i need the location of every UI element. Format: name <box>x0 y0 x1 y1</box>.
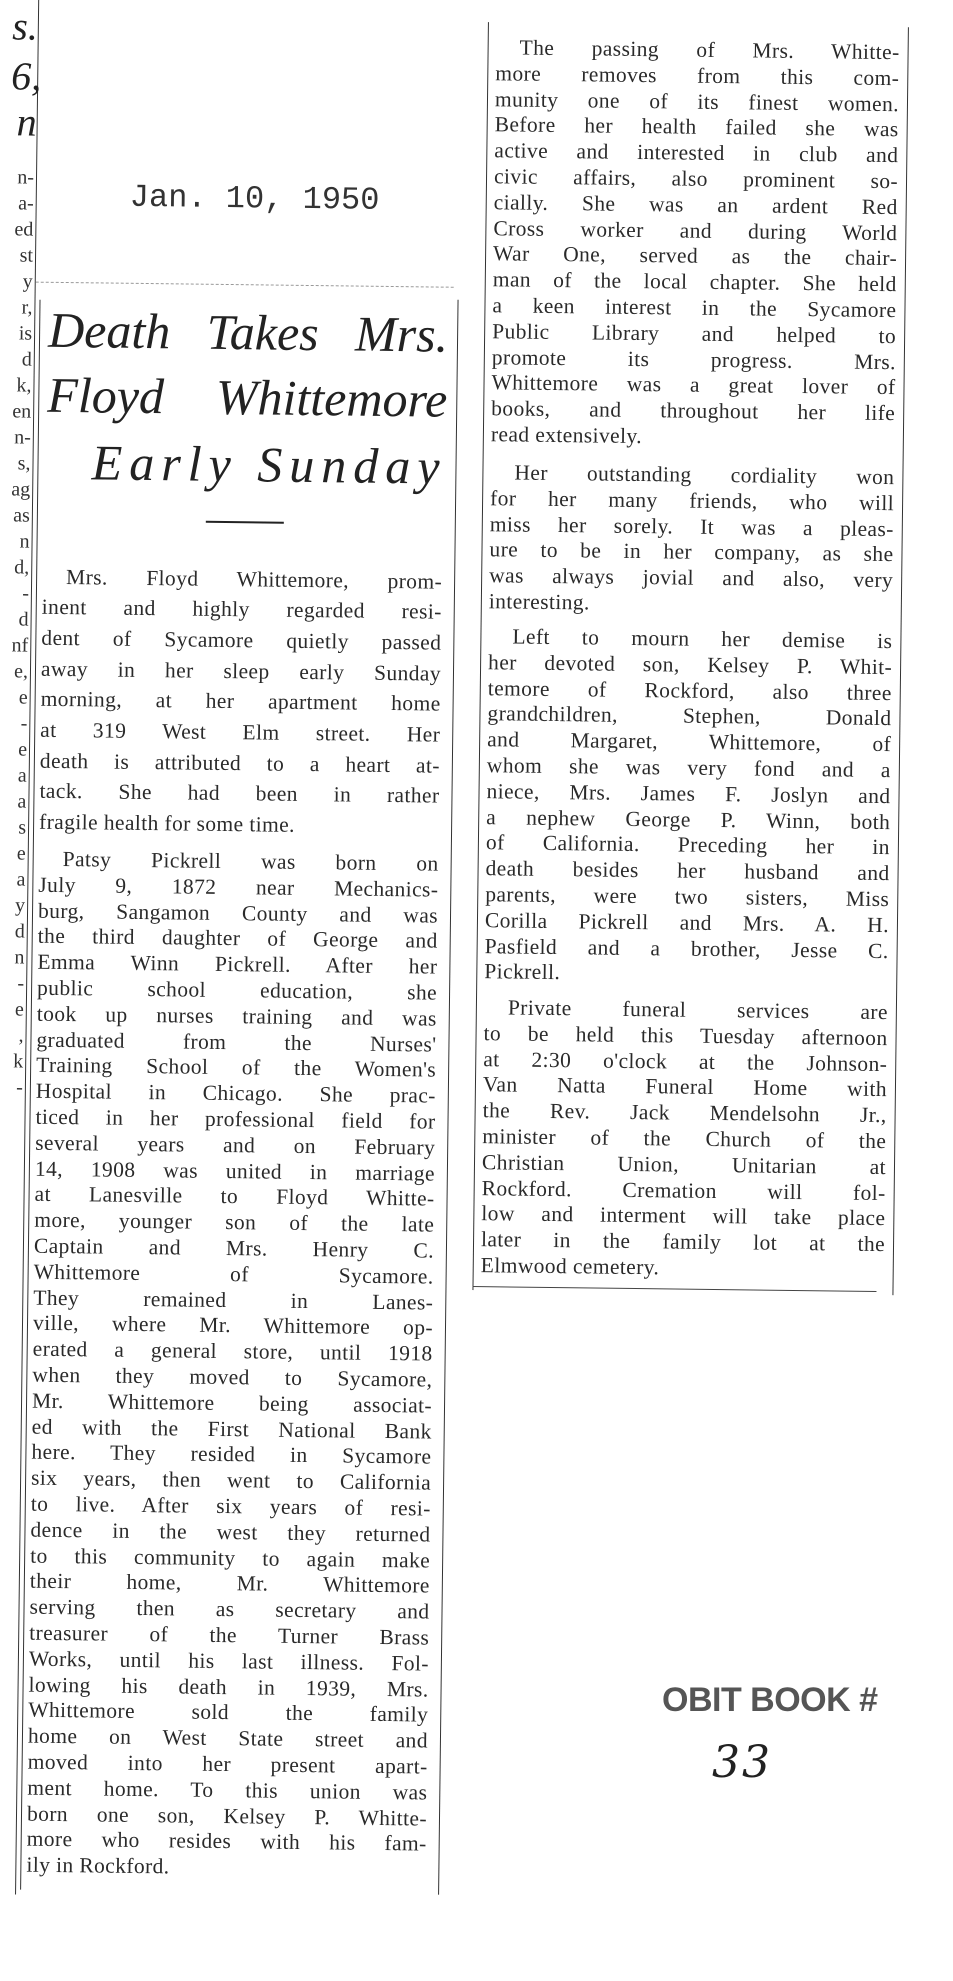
paragraph-line: inent and highly regarded resi- <box>41 595 442 624</box>
paragraph-line: interesting. <box>488 589 590 615</box>
paragraph-line: Whittemore of Sycamore. <box>33 1259 434 1289</box>
paragraph-line: Hospital in Chicago. She prac- <box>35 1078 436 1108</box>
paragraph-line: moved into her present apart- <box>27 1749 428 1779</box>
paragraph-line: ville, where Mr. Whittemore op- <box>32 1311 434 1341</box>
edge-text-fragment: is <box>18 322 33 345</box>
paragraph-line: of California. Preceding her in <box>485 830 891 860</box>
paragraph-line: Pickrell. <box>484 959 561 985</box>
edge-text-fragment: st <box>19 244 34 267</box>
paragraph-line: Training School of the Women's <box>36 1053 437 1083</box>
paragraph-line: Her outstanding cordiality won <box>514 460 895 490</box>
paragraph-line: took up nurses training and was <box>36 1001 437 1031</box>
paragraph-line: dent of Sycamore quietly passed <box>41 625 442 655</box>
edge-text-fragment: r, <box>21 296 33 319</box>
edge-text-fragment: ag <box>11 478 31 501</box>
edge-text-fragment: d, <box>14 556 30 579</box>
obit-book-stamp: OBIT BOOK # <box>662 1681 878 1719</box>
edge-text-fragment: s, <box>17 452 31 475</box>
paragraph-line: Public Library and helped to <box>492 319 897 349</box>
clipping-date: Jan. 10, 1950 <box>129 178 380 219</box>
paragraph-line: serving then as secretary and <box>29 1594 430 1624</box>
paragraph-line: July 9, 1872 near Mechanics- <box>38 872 439 902</box>
edge-text-fragment: y <box>14 894 26 917</box>
paragraph-line: public school education, she <box>36 975 438 1005</box>
paragraph-line: more who resides with his fam- <box>26 1827 427 1856</box>
edge-text-fragment: as <box>13 504 31 527</box>
paragraph-line: the third daughter of George and <box>37 924 438 954</box>
paragraph-line: 14, 1908 was united in marriage <box>34 1156 436 1186</box>
paragraph-line: here. They resided in Sycamore <box>31 1440 432 1469</box>
paragraph-line: for her many friends, who will <box>489 486 895 516</box>
paragraph-line: away in her sleep early Sunday <box>40 656 442 686</box>
paragraph-line: read extensively. <box>490 422 643 449</box>
paragraph-line: Mrs. Floyd Whittemore, prom- <box>65 564 443 594</box>
edge-text-fragment: ed <box>14 218 34 241</box>
paragraph-line: a nephew George P. Winn, both <box>486 804 891 834</box>
paragraph-line: Captain and Mrs. Henry C. <box>33 1233 435 1263</box>
paragraph-line: parents, were two sisters, Miss <box>485 882 890 912</box>
edge-text-fragment: - <box>17 972 25 995</box>
edge-text-fragment: - <box>22 582 30 605</box>
paragraph-line: whom she was very fond and a <box>486 753 891 783</box>
article-paragraph <box>39 561 442 842</box>
paragraph-line: Whittemore was a great lover of <box>491 370 896 400</box>
headline-line-2: Floyd Whittemore <box>47 366 448 428</box>
edge-text-fragment: d <box>21 348 32 371</box>
right-column-bottom-rule <box>472 1286 876 1292</box>
edge-text-fragment: s <box>18 816 27 839</box>
paragraph-line: to live. After six years of resi- <box>30 1491 431 1521</box>
paragraph-line: more, younger son of the late <box>34 1207 435 1237</box>
edge-text-fragment: a <box>16 868 26 891</box>
paragraph-line: Whittemore sold the family <box>28 1698 429 1727</box>
article-paragraph <box>489 460 895 620</box>
headline-line-1: Death Takes Mrs. <box>47 301 449 363</box>
paragraph-line: lowing his death in 1939, Mrs. <box>28 1672 429 1702</box>
edge-text-fragment: en <box>12 400 32 423</box>
paragraph-line: dence in the west they returned <box>30 1517 431 1547</box>
obit-book-number-handwritten: 33 <box>712 1737 772 1788</box>
paragraph-line: fragile health for some time. <box>38 809 296 837</box>
paragraph-line: morning, at her apartment home <box>40 687 441 717</box>
paragraph-line: treasurer of the Turner Brass <box>29 1620 430 1650</box>
paragraph-line: active and interested in club and <box>494 138 899 168</box>
paragraph-line: her devoted son, Kelsey P. Whit- <box>487 650 893 680</box>
paragraph-line: ily in Rockford. <box>26 1852 170 1879</box>
article-paragraph <box>484 624 892 990</box>
paragraph-line: a keen interest in the Sycamore <box>492 293 897 323</box>
paragraph-line: grandchildren, Stephen, Donald <box>487 701 892 731</box>
paragraph-line: Pasfield and a brother, Jesse C. <box>484 933 889 963</box>
paragraph-line: Christian Union, Unitarian at <box>481 1150 887 1179</box>
edge-text-fragment: y <box>22 270 33 293</box>
paragraph-line: Mr. Whittemore being associat- <box>31 1388 433 1418</box>
paragraph-line: War One, served as the chair- <box>492 241 898 271</box>
edge-text-fragment: a <box>17 764 27 787</box>
paragraph-line: to this community to again make <box>30 1543 431 1573</box>
paragraph-line: miss her sorely. It was a pleas- <box>489 511 894 541</box>
paragraph-line: at 319 West Elm street. Her <box>40 717 441 747</box>
paragraph-line: when they moved to Sycamore, <box>32 1362 433 1392</box>
edge-text-fragment: d <box>14 920 25 943</box>
paragraph-line: death besides her husband and <box>485 856 890 886</box>
paragraph-line: Cross worker and during World <box>493 215 898 245</box>
edge-text-fragment: - <box>16 1076 24 1099</box>
article-box-right-border <box>438 300 458 1895</box>
paragraph-line: ticed in her professional field for <box>35 1104 436 1134</box>
headline-divider <box>206 521 284 524</box>
paragraph-line: Left to mourn her demise is <box>512 624 893 654</box>
paragraph-line: promote its progress. Mrs. <box>491 344 896 374</box>
edge-text-fragment: a <box>17 790 27 813</box>
paragraph-line: Before her health failed she was <box>494 112 899 142</box>
paragraph-line: graduated from the Nurses' <box>36 1027 437 1057</box>
paragraph-line: munity one of its finest women. <box>494 86 900 116</box>
paragraph-line: Patsy Pickrell was born on <box>62 847 439 876</box>
edge-text-fragment: a- <box>18 192 34 215</box>
edge-text-fragment: e <box>18 686 28 709</box>
edge-text-fragment: k, <box>16 374 32 397</box>
edge-text-fragment: n- <box>14 426 31 449</box>
paragraph-line: was always jovial and also, very <box>489 563 894 593</box>
paragraph-line: home on West State street and <box>27 1723 429 1753</box>
edge-headline-fragment: n <box>16 99 37 145</box>
paragraph-line: several years and on February <box>35 1130 436 1160</box>
paragraph-line: to be held this Tuesday afternoon <box>483 1021 888 1050</box>
paragraph-line: low and interment will take place <box>481 1201 886 1231</box>
edge-headline-fragment: s. <box>12 3 39 49</box>
paragraph-line: erated a general store, until 1918 <box>32 1336 433 1366</box>
edge-text-fragment: e <box>16 842 26 865</box>
paragraph-line: Van Natta Funeral Home with <box>482 1072 888 1102</box>
edge-text-fragment: n- <box>17 166 35 189</box>
edge-text-fragment: n <box>14 946 25 969</box>
edge-text-fragment: e <box>18 738 28 761</box>
edge-text-fragment: n <box>19 530 30 553</box>
edge-text-fragment: - <box>20 712 28 735</box>
paragraph-line: ed with the First National Bank <box>31 1414 432 1444</box>
paragraph-line: minister of the Church of the <box>482 1124 887 1154</box>
paragraph-line: The passing of Mrs. Whitte- <box>519 35 900 65</box>
edge-text-fragment: nf <box>11 634 29 657</box>
paragraph-line: niece, Mrs. James F. Joslyn and <box>486 779 891 808</box>
paragraph-line: Rockford. Cremation will fol- <box>481 1175 886 1205</box>
edge-text-fragment: e, <box>13 660 29 683</box>
article-paragraph <box>481 995 888 1284</box>
date-separator-line <box>36 282 454 288</box>
paragraph-line: the Rev. Jack Mendelsohn Jr., <box>482 1098 887 1128</box>
paragraph-line: at Lanesville to Floyd Whitte- <box>34 1182 435 1212</box>
paragraph-line: Elmwood cemetery. <box>480 1253 660 1280</box>
edge-text-fragment: d <box>18 608 29 631</box>
paragraph-line: Corilla Pickrell and Mrs. A. H. <box>484 908 890 937</box>
paragraph-line: death is attributed to a heart at- <box>39 748 441 778</box>
paragraph-line: books, and throughout her life <box>491 396 896 426</box>
paragraph-line: their home, Mr. Whittemore <box>29 1569 430 1598</box>
paragraph-line: cially. She was an ardent Red <box>493 190 898 220</box>
paragraph-line: temore of Rockford, also three <box>487 675 892 705</box>
article-paragraph <box>491 35 900 453</box>
paragraph-line: Works, until his last illness. Fol- <box>28 1646 430 1676</box>
edge-text-fragment: k <box>13 1050 24 1073</box>
edge-text-fragment: e <box>14 998 24 1021</box>
article-paragraph <box>26 847 439 1884</box>
paragraph-line: born one son, Kelsey P. Whitte- <box>26 1801 428 1831</box>
headline-line-3: Early Sunday <box>91 434 447 495</box>
paragraph-line: civic affairs, also prominent so- <box>493 164 899 194</box>
paragraph-line: ment home. To this union was <box>27 1775 428 1805</box>
paragraph-line: Emma Winn Pickrell. After her <box>37 949 438 979</box>
paragraph-line: tack. She had been in rather <box>39 779 440 809</box>
paragraph-line: burg, Sangamon County and was <box>37 898 439 928</box>
paragraph-line: Private funeral services are <box>507 995 889 1025</box>
edge-text-fragment: , <box>18 1024 24 1047</box>
paragraph-line: six years, then went to California <box>30 1465 432 1495</box>
paragraph-line: more removes from this com- <box>495 61 900 91</box>
paragraph-line: man of the local chapter. She held <box>492 267 897 297</box>
paragraph-line: They remained in Lanes- <box>33 1285 434 1315</box>
paragraph-line: later in the family lot at the <box>480 1227 886 1257</box>
paragraph-line: at 2:30 o'clock at the Johnson- <box>483 1046 888 1076</box>
paragraph-line: ure to be in her company, as she <box>489 537 894 567</box>
paragraph-line: and Margaret, Whittemore, of <box>487 727 892 757</box>
edge-headline-fragment: 6, <box>10 53 42 99</box>
